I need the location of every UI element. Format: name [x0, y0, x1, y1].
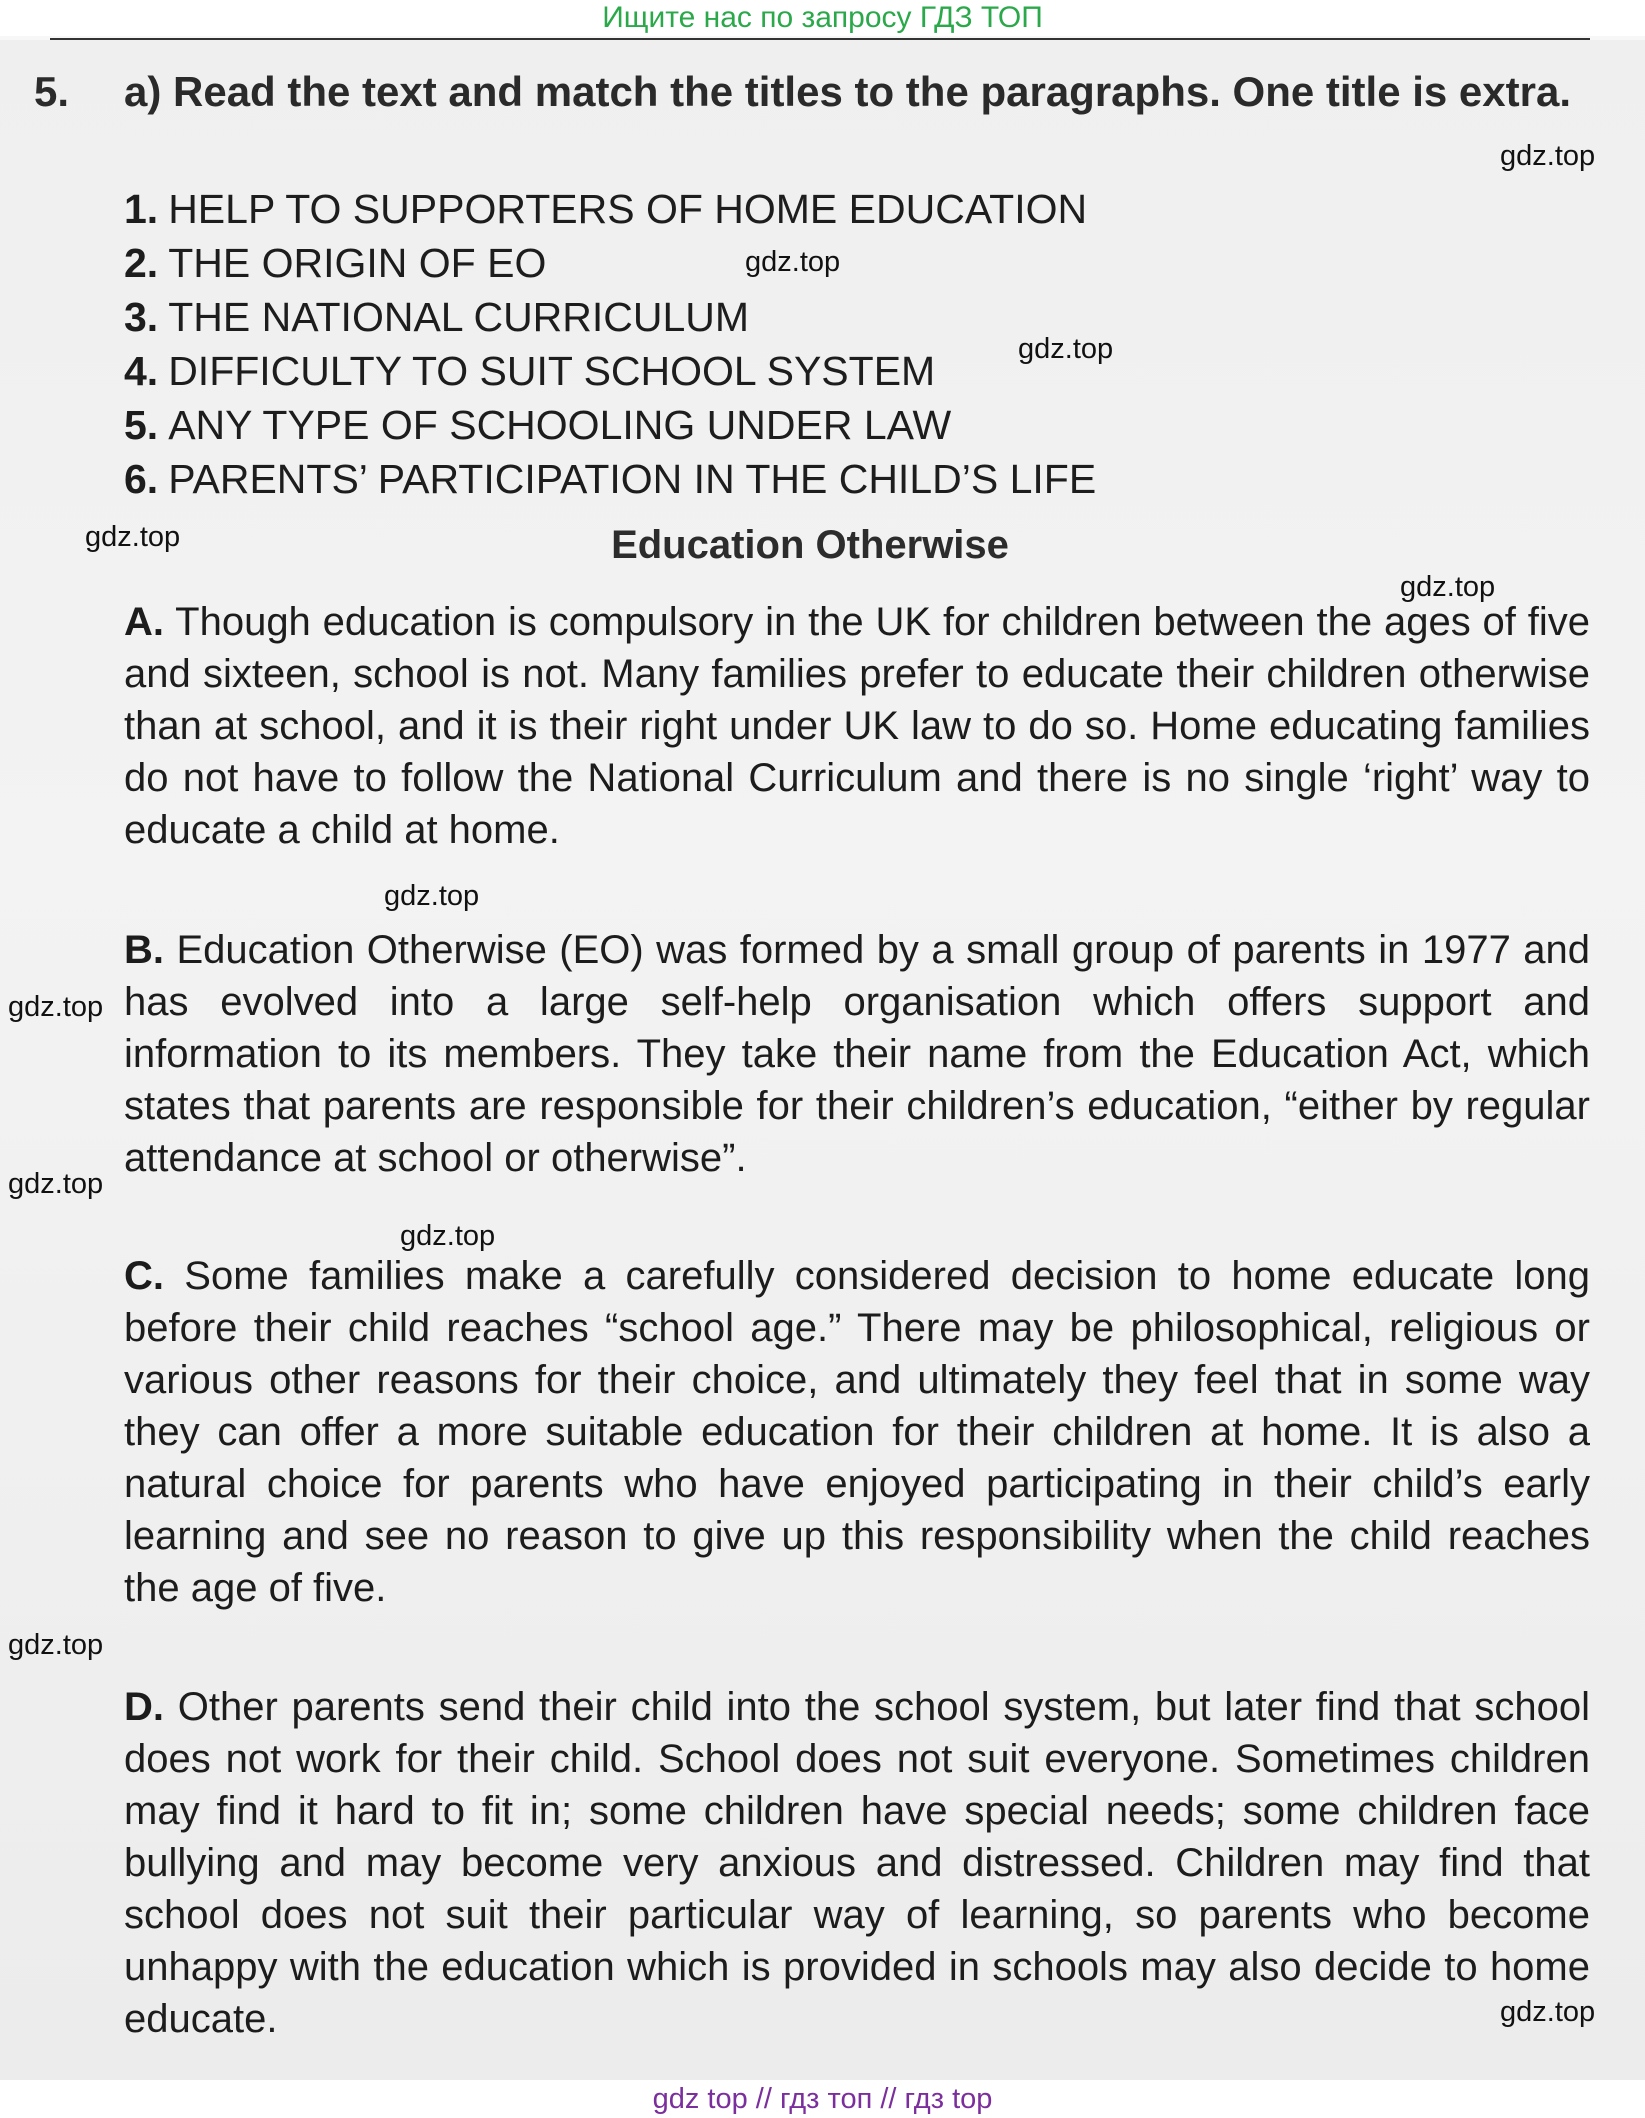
title-text: PARENTS’ PARTICIPATION IN THE CHILD’S LIFE — [168, 456, 1097, 502]
watermark: gdz.top — [745, 246, 841, 278]
paragraph-text: Other parents send their child into the school system, but later find that school does not work for their child. School does not suit everyone. Sometimes children may find it hard to fit in; some children have special needs; some children face bullying and may become very anxious and distressed. Children may find that school does not suit their particular way of learning, so parents who become unhappy with the education which is provided in schools may also decide to home educate. — [124, 1685, 1590, 2041]
paragraph-letter: A. — [124, 600, 164, 644]
paragraph-text: Though education is compulsory in the UK for children between the ages of five and sixteen, school is not. Many families prefer to educate their children otherwise than at school, and it is their right under UK law to do so. Home educating families do not have to follow the National Curriculum and there is no single ‘right’ way to educate a child at home. — [124, 600, 1590, 852]
paragraph-letter: D. — [124, 1685, 164, 1729]
title-number: 6. — [124, 456, 159, 502]
title-item — [124, 344, 1096, 398]
paragraph-c — [124, 1250, 1590, 1614]
watermark: gdz.top — [85, 521, 181, 553]
bottom-banner: gdz top // гдз топ // гдз top — [0, 2080, 1645, 2118]
title-text: ANY TYPE OF SCHOOLING UNDER LAW — [168, 402, 952, 448]
watermark: gdz.top — [1500, 140, 1596, 172]
paragraph-b — [124, 924, 1590, 1184]
title-item — [124, 236, 1096, 290]
text-title: Education Otherwise — [611, 523, 1009, 567]
paragraph-letter: B. — [124, 928, 164, 972]
title-number: 3. — [124, 294, 159, 340]
title-number: 5. — [124, 402, 159, 448]
title-item — [124, 182, 1096, 236]
paragraph-letter: C. — [124, 1254, 164, 1298]
title-number: 1. — [124, 186, 159, 232]
top-banner: Ищите нас по запросу ГДЗ ТОП — [0, 0, 1645, 36]
title-text: DIFFICULTY TO SUIT SCHOOL SYSTEM — [168, 348, 936, 394]
title-text: THE NATIONAL CURRICULUM — [168, 294, 750, 340]
paragraph-text: Education Otherwise (EO) was formed by a small group of parents in 1977 and has evolved into a large self-help organisation which offers support and information to its members. They take their name from the Education Act, which states that parents are responsible for their children’s education, “either by regular attendance at school or otherwise”. — [124, 928, 1590, 1180]
paragraph-a — [124, 596, 1590, 856]
paragraph-d — [124, 1681, 1590, 2045]
title-text: HELP TO SUPPORTERS OF HOME EDUCATION — [168, 186, 1088, 232]
watermark: gdz.top — [1400, 571, 1496, 603]
watermark: gdz.top — [8, 991, 104, 1023]
watermark: gdz.top — [1500, 1996, 1596, 2028]
title-number: 4. — [124, 348, 159, 394]
watermark: gdz.top — [8, 1168, 104, 1200]
paragraph-text: Some families make a carefully considered decision to home educate long before their child reaches “school age.” There may be philosophical, religious or various other reasons for their choice, and ultimately they feel that in some way they can offer a more suitable education for their children at home. It is also a natural choice for parents who have enjoyed participating in their child’s early learning and see no reason to give up this responsibility when the child reaches the age of five. — [124, 1254, 1590, 1610]
title-item — [124, 452, 1096, 506]
title-text: THE ORIGIN OF EO — [168, 240, 547, 286]
watermark: gdz.top — [8, 1629, 104, 1661]
title-number: 2. — [124, 240, 159, 286]
task-number: 5. — [34, 68, 70, 115]
watermark: gdz.top — [400, 1220, 496, 1252]
titles-list — [124, 182, 1096, 506]
title-item — [124, 290, 1096, 344]
title-item — [124, 398, 1096, 452]
watermark: gdz.top — [1018, 333, 1114, 365]
watermark: gdz.top — [384, 880, 480, 912]
task-heading: a) Read the text and match the titles to the paragraphs. One title is extra. — [124, 68, 1572, 115]
